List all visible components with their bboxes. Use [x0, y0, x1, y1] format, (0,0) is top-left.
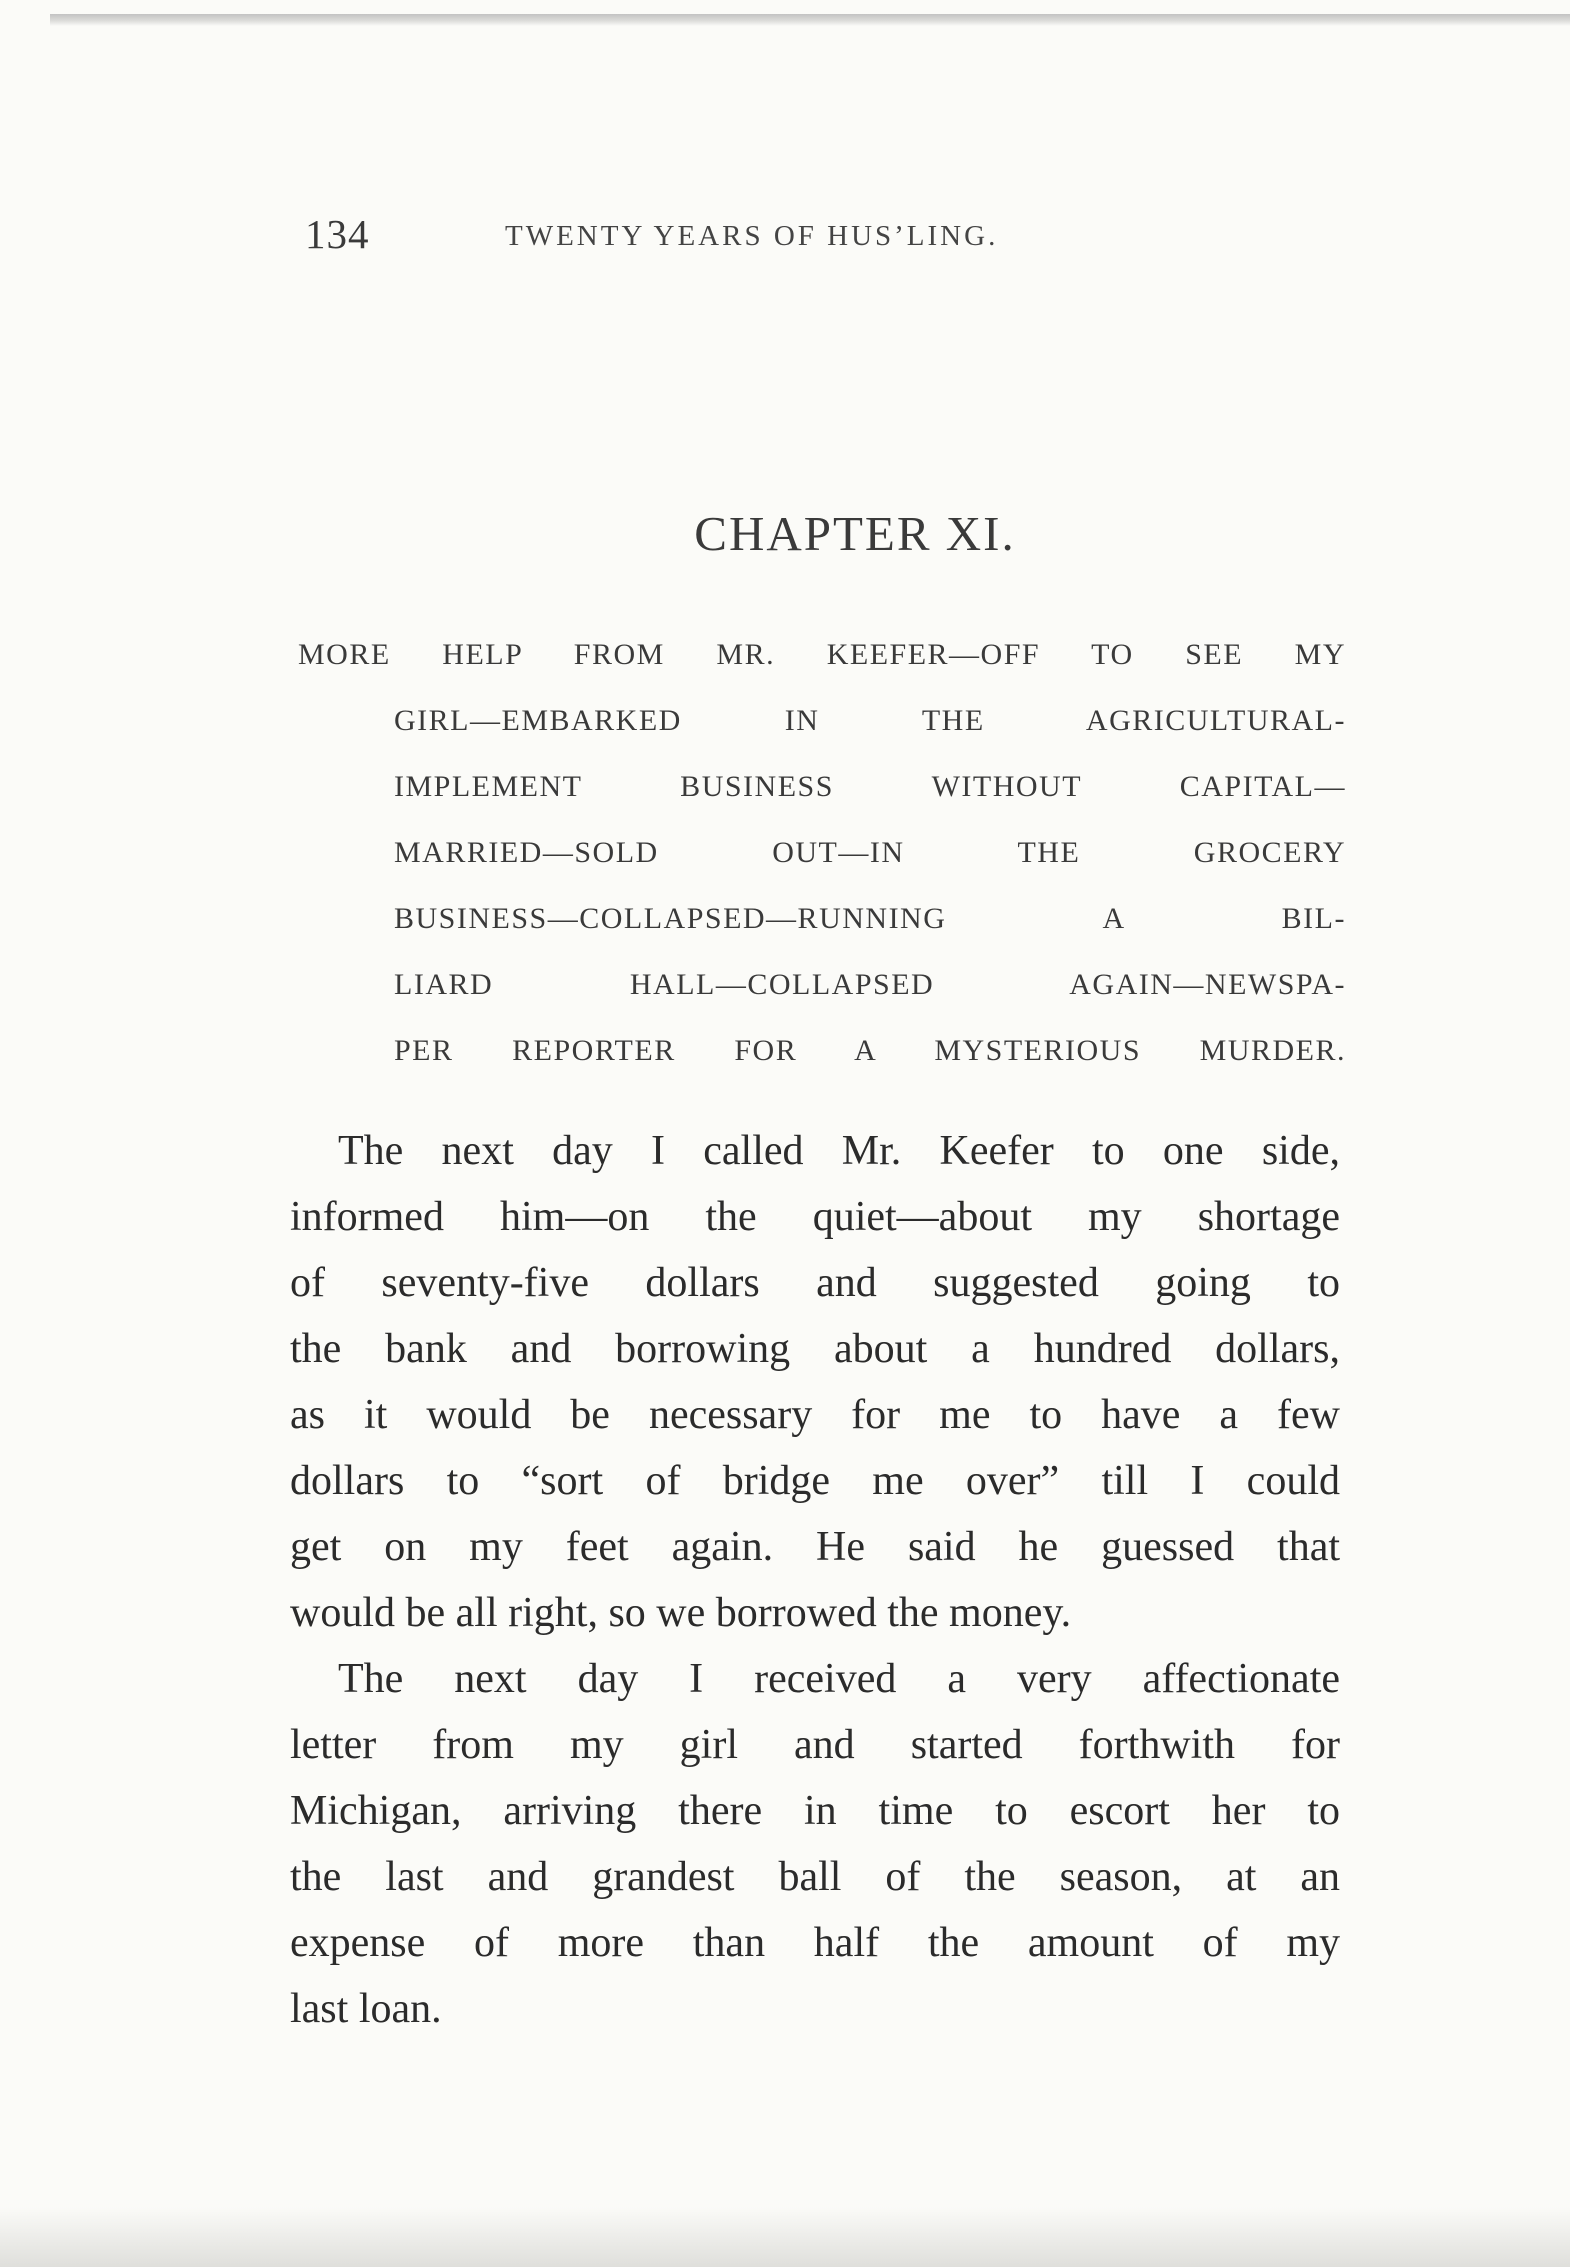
summary-line: GIRL—EMBARKED IN THE AGRICULTURAL-	[394, 704, 1346, 737]
paragraph-2	[290, 1646, 1340, 2042]
body-line: letter from my girl and started forthwith for	[290, 1722, 1340, 1768]
body-line: informed him—on the quiet—about my shortage	[290, 1194, 1340, 1240]
scan-edge-top	[50, 14, 1570, 26]
body-text	[290, 1118, 1340, 2042]
body-line: the last and grandest ball of the season, at an	[290, 1854, 1340, 1900]
summary-line: LIARD HALL—COLLAPSED AGAIN—NEWSPA-	[394, 968, 1346, 1001]
body-line: of seventy-five dollars and suggested going to	[290, 1260, 1340, 1306]
chapter-summary	[298, 622, 1346, 1084]
page-number: 134	[305, 211, 370, 257]
body-line: would be all right, so we borrowed the money.	[290, 1590, 1072, 1636]
paragraph-1	[290, 1118, 1340, 1646]
body-line: expense of more than half the amount of my	[290, 1920, 1340, 1966]
body-line: get on my feet again. He said he guessed that	[290, 1524, 1340, 1570]
chapter-title: CHAPTER XI.	[694, 506, 1016, 561]
body-line: dollars to “sort of bridge me over” till I could	[290, 1458, 1340, 1504]
body-line: The next day I received a very affectionate	[338, 1656, 1340, 1702]
running-title: TWENTY YEARS OF HUS’LING.	[505, 220, 999, 252]
running-header	[305, 210, 1205, 270]
body-line: the bank and borrowing about a hundred dollars,	[290, 1326, 1340, 1372]
summary-line: PER REPORTER FOR A MYSTERIOUS MURDER.	[394, 1034, 1346, 1067]
body-line: as it would be necessary for me to have a few	[290, 1392, 1340, 1438]
summary-line: IMPLEMENT BUSINESS WITHOUT CAPITAL—	[394, 770, 1346, 803]
body-line: The next day I called Mr. Keefer to one side,	[338, 1128, 1340, 1174]
summary-line: MARRIED—SOLD OUT—IN THE GROCERY	[394, 836, 1346, 869]
scan-edge-bottom	[0, 2207, 1570, 2267]
body-line: Michigan, arriving there in time to escort her to	[290, 1788, 1340, 1834]
body-line: last loan.	[290, 1986, 442, 2032]
summary-line: BUSINESS—COLLAPSED—RUNNING A BIL-	[394, 902, 1346, 935]
summary-line: MORE HELP FROM MR. KEEFER—OFF TO SEE MY	[298, 638, 1346, 671]
